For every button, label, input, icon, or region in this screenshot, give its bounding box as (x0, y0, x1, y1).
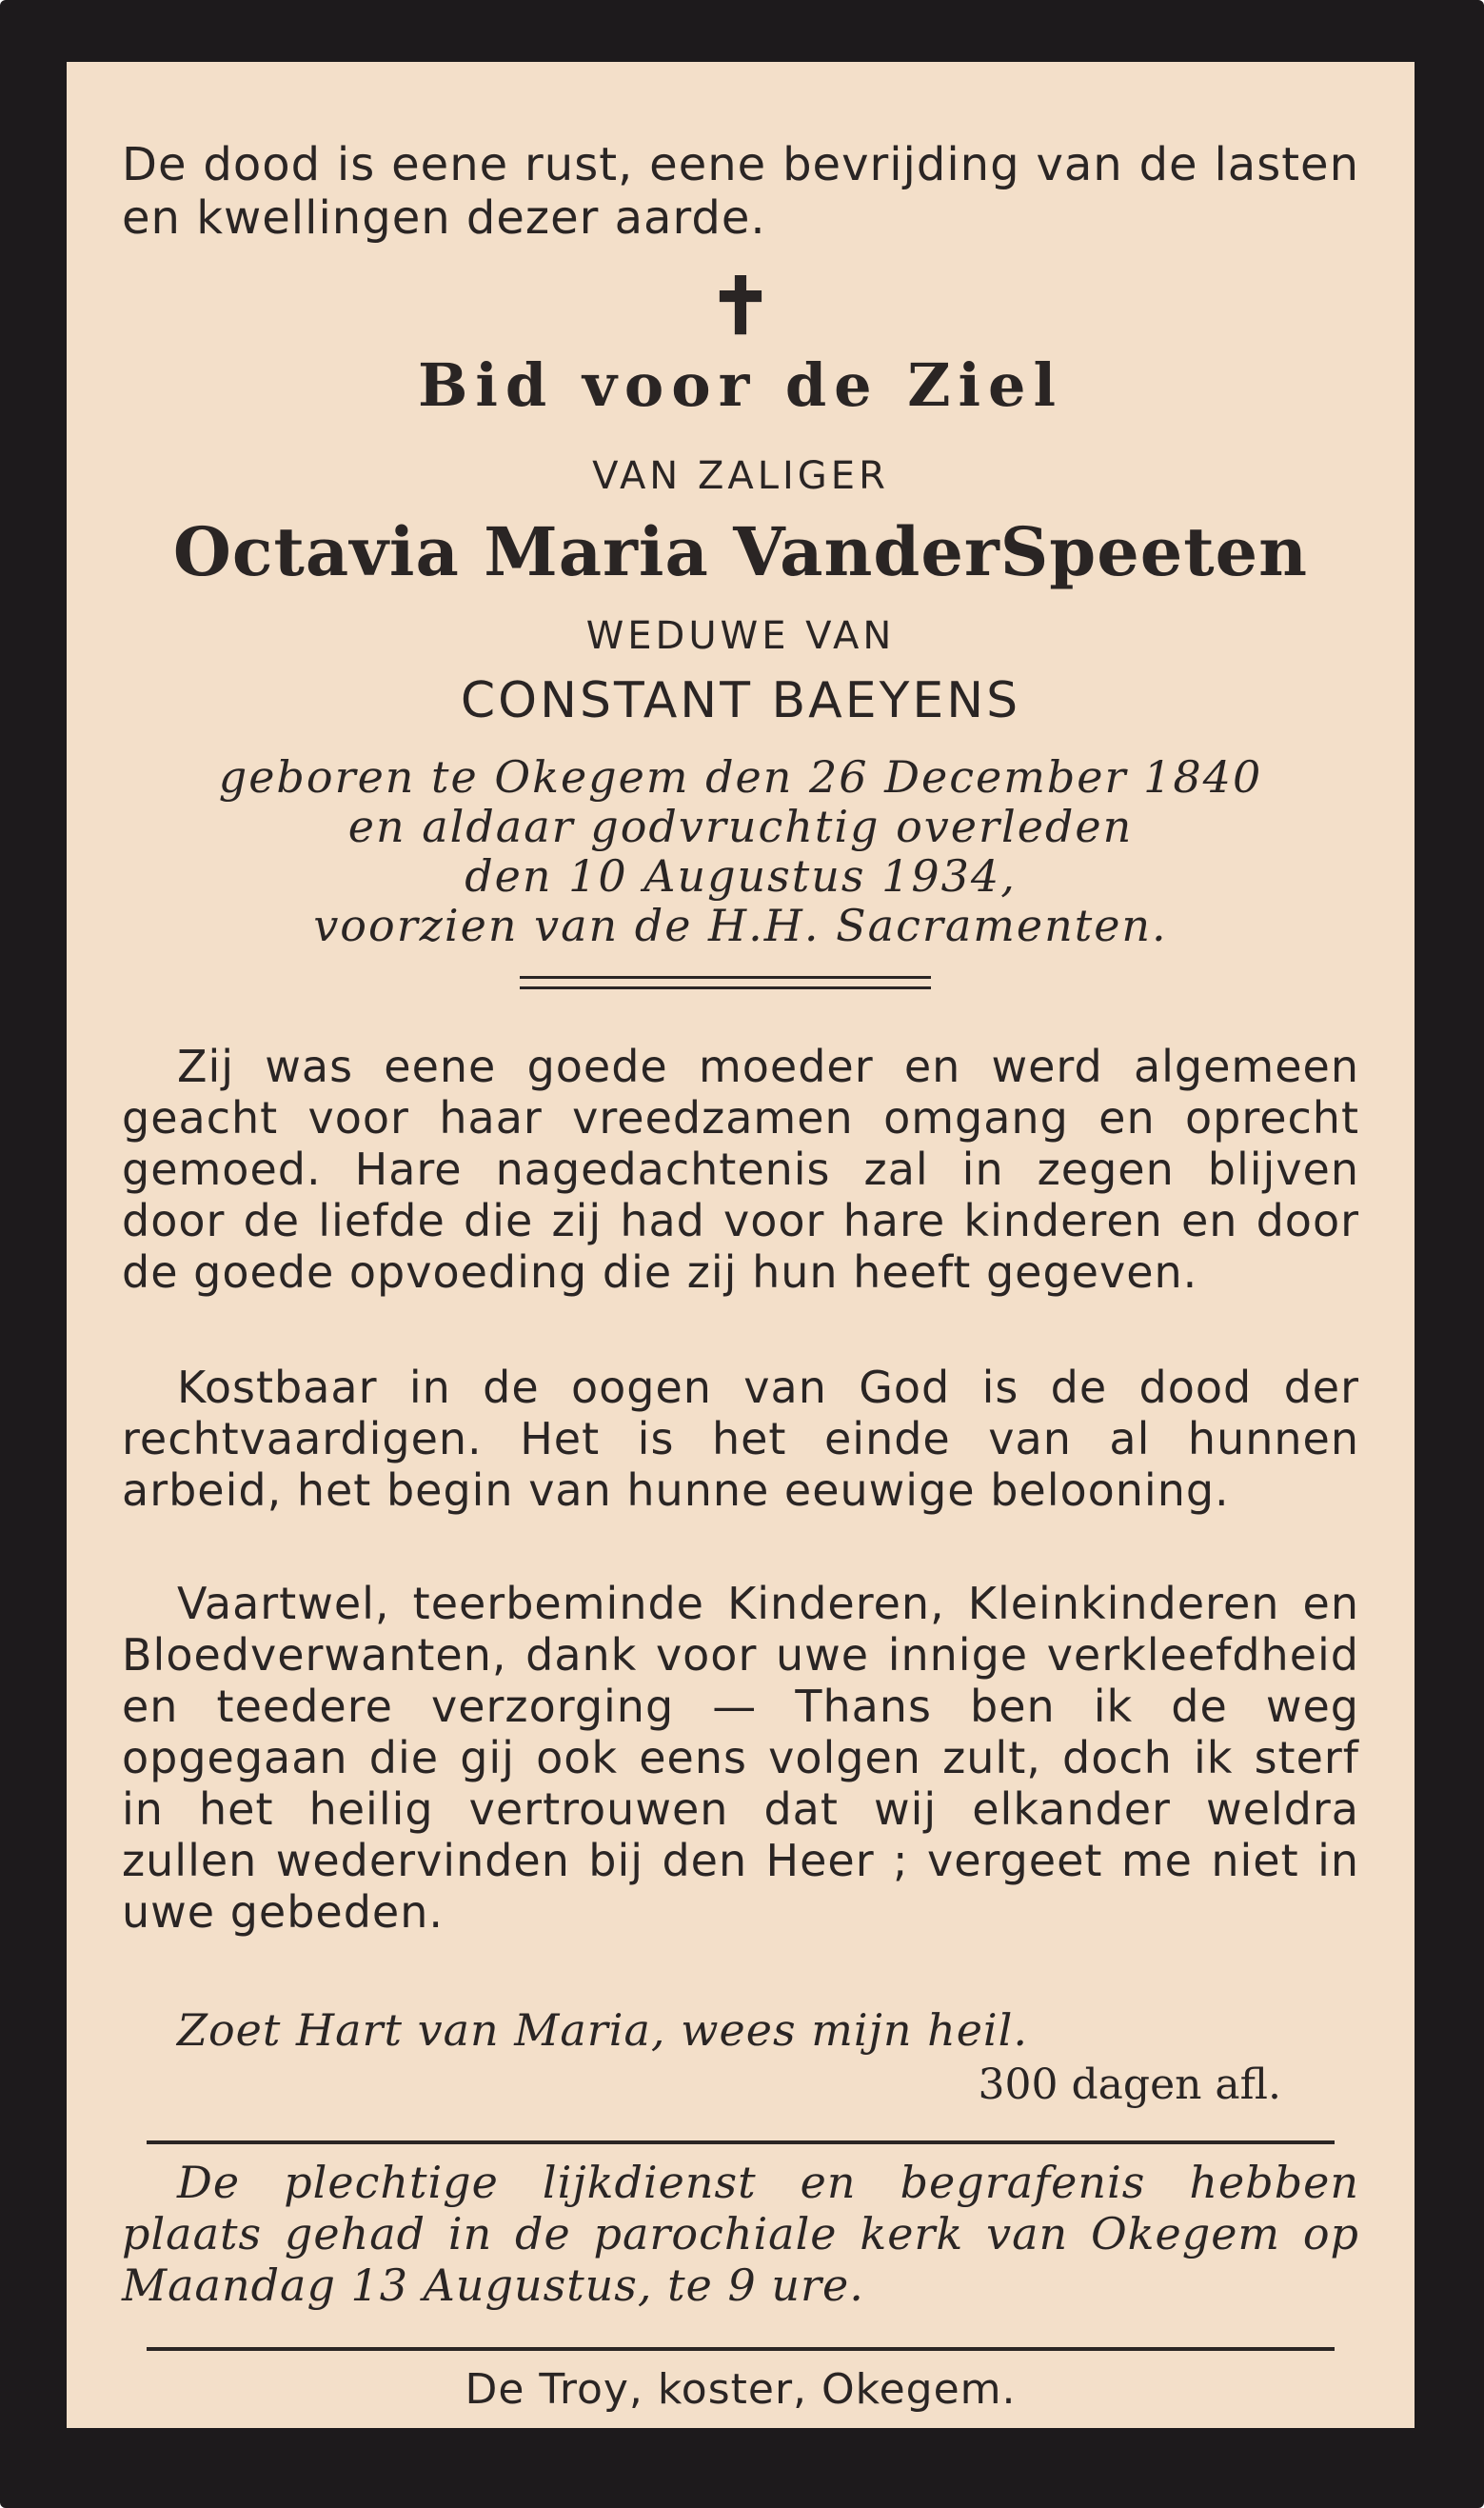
birth-death-dates (67, 752, 1415, 950)
paragraph-farewell: Vaartwel, teerbeminde Kinderen, Kleinkinderen en Bloedverwanten, dank voor uwe innige verkleefdheid en teedere verzorging — Thans ben ik de weg opgegaan die gij ook eens volgen zult, doch ik sterf in het heilig vertrouwen dat wij elkander weldra zullen wedervinden bij den Heer ; vergeet me niet in uwe gebeden. (122, 1578, 1359, 1938)
husband-name: CONSTANT BAEYENS (460, 672, 1021, 729)
deceased-name: Octavia Maria VanderSpeeten (172, 512, 1309, 591)
card-paper (67, 62, 1415, 2428)
cross-icon: ✝ (707, 261, 774, 352)
paragraph-precious: Kostbaar in de oogen van God is de dood der rechtvaardigen. Het is het einde van al hunnen arbeid, het begin van hunne eeuwige belooning. (122, 1362, 1359, 1516)
dates-line-2: en aldaar godvruchtig overleden (347, 801, 1134, 852)
double-divider (520, 976, 931, 989)
divider-top (147, 2140, 1335, 2144)
paragraph-mother: Zij was eene goede moeder en werd algemeen geacht voor haar vreedzamen omgang en oprecht gemoed. Hare nagedachtenis zal in zegen blijven door de liefde die zij had voor hare kinderen en door de goede opvoeding die zij hun heeft gegeven. (122, 1041, 1359, 1298)
prayer-heading: Bid voor de Ziel (417, 350, 1064, 420)
funeral-notice: De plechtige lijkdienst en begrafenis hebben plaats gehad in de parochiale kerk van Okegem op Maandag 13 Augustus, te 9 ure. (122, 2157, 1359, 2311)
divider-bottom (147, 2347, 1335, 2351)
widow-label: WEDUWE VAN (585, 614, 896, 658)
printer-credit: De Troy, koster, Okegem. (465, 2365, 1017, 2414)
dates-line-1: geboren te Okegem den 26 December 1840 (218, 751, 1263, 803)
dates-line-4: voorzien van de H.H. Sacramenten. (313, 900, 1168, 951)
subheading: VAN ZALIGER (592, 454, 889, 498)
prayer-line: Zoet Hart van Maria, wees mijn heil. (177, 2004, 1028, 2056)
indulgence-note: 300 dagen afl. (978, 2060, 1281, 2109)
dates-line-3: den 10 Augustus 1934, (465, 850, 1017, 902)
epigraph: De dood is eene rust, eene bevrijding van de lasten en kwellingen dezer aarde. (122, 138, 1359, 245)
